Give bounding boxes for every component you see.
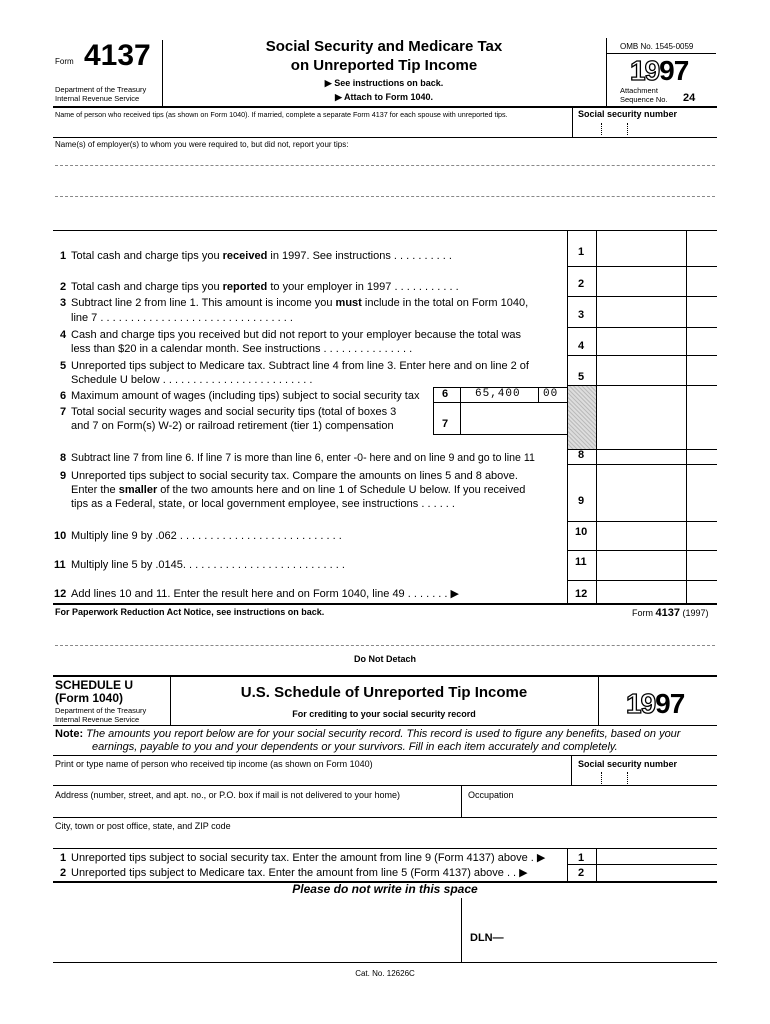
- detach-line: [55, 645, 715, 646]
- instructions-note: ▶ See instructions on back.: [324, 78, 444, 88]
- ssn-label: Social security number: [578, 109, 678, 119]
- line-11-ref: 11: [575, 556, 587, 568]
- schedule-u-name-field[interactable]: [55, 770, 569, 785]
- line-3-number: 3: [60, 297, 67, 309]
- line-6-number: 6: [60, 390, 67, 402]
- line-9-text-cont: Enter the smaller of the two amounts here and on line 1 of Schedule U below. If you received: [71, 484, 526, 496]
- line-11-text: Multiply line 5 by .0145. . . . . . . . . . . . . . . . . . . . . . . . . . .: [71, 559, 345, 571]
- dln-label: DLN—: [470, 932, 504, 944]
- schedule-u-dept: Department of the Treasury: [55, 706, 147, 715]
- tax-year: 1997: [630, 55, 689, 86]
- line-2-number: 2: [60, 281, 67, 293]
- address-label: Address (number, street, and apt. no., or P.O. box if mail is not delivered to your home): [55, 790, 401, 800]
- line-4-number: 4: [60, 329, 67, 341]
- line-2-amount[interactable]: [597, 267, 716, 295]
- line-8-text: Subtract line 7 from line 6. If line 7 is more than line 6, enter -0- here and on line 9 and go to line 11: [71, 452, 535, 464]
- schedule-u-irs: Internal Revenue Service: [55, 715, 140, 724]
- occupation-label: Occupation: [468, 790, 514, 800]
- line-10-ref: 10: [575, 526, 588, 538]
- line-4-ref: 4: [578, 340, 585, 352]
- line-5-number: 5: [60, 360, 67, 372]
- u-line-1-text: Unreported tips subject to social security tax. Enter the amount from line 9 (Form 4137) above . ▶: [71, 852, 546, 864]
- line-12-number: 12: [54, 588, 67, 600]
- do-not-write-notice: Please do not write in this space: [292, 882, 478, 896]
- employers-label: Name(s) of employer(s) to whom you were required to, but did not, report your tips:: [55, 140, 349, 149]
- line-5-text: Unreported tips subject to Medicare tax. Subtract line 4 from line 3. Enter here and on line 2 of: [71, 360, 529, 372]
- line-12-amount[interactable]: [597, 581, 716, 602]
- sequence-number: 24: [683, 92, 696, 104]
- schedule-u-ssn-label: Social security number: [578, 759, 678, 769]
- line-9-ref: 9: [578, 495, 585, 507]
- u-line-2-amount[interactable]: [597, 865, 716, 880]
- line-7-ref: 7: [442, 418, 449, 430]
- schedule-u-title: SCHEDULE U: [55, 678, 134, 692]
- line-1-amount[interactable]: [597, 232, 716, 265]
- line-8-ref: 8: [578, 449, 585, 461]
- line-1-text: Total cash and charge tips you received in 1997. See instructions . . . . . . . . . .: [71, 250, 452, 262]
- city-field[interactable]: [55, 832, 715, 847]
- u-line-1-number: 1: [60, 852, 67, 864]
- form-title-line1: Social Security and Medicare Tax: [265, 38, 503, 55]
- line-5-ref: 5: [578, 371, 585, 383]
- schedule-u-subheading: For crediting to your social security record: [292, 709, 476, 719]
- paperwork-notice: For Paperwork Reduction Act Notice, see instructions on back.: [55, 607, 325, 617]
- line-7-text: Total social security wages and social security tips (total of boxes 3: [71, 406, 397, 418]
- line-6-ref: 6: [442, 388, 449, 400]
- department-label: Department of the Treasury: [55, 85, 147, 94]
- line-7-text-cont: and 7 on Form(s) W-2) or railroad retirement (tier 1) compensation: [71, 420, 394, 432]
- name-label: Name of person who received tips (as shown on Form 1040). If married, complete a separate Form 4137 for each spouse with unreported tips.: [55, 110, 508, 119]
- line-9-amount[interactable]: [597, 465, 716, 520]
- schedule-u-note-cont: earnings, payable to you and your dependents or your survivors. Fill in each item accurately and completely.: [92, 741, 618, 753]
- line-12-text: Add lines 10 and 11. Enter the result here and on Form 1040, line 49 . . . . . . . ▶: [71, 588, 459, 600]
- u-line-2-text: Unreported tips subject to Medicare tax. Enter the amount from line 5 (Form 4137) above . . ▶: [71, 867, 528, 879]
- u-line-1-amount[interactable]: [597, 849, 716, 863]
- omb-number: OMB No. 1545-0059: [620, 42, 694, 51]
- employers-line-2[interactable]: [55, 196, 715, 197]
- line-5-text-cont: Schedule U below . . . . . . . . . . . . . . . . . . . . . . . . .: [71, 374, 313, 386]
- line-9-text: Unreported tips subject to social security tax. Compare the amounts on lines 5 and 8 above.: [71, 470, 518, 482]
- schedule-u-heading: U.S. Schedule of Unreported Tip Income: [240, 684, 528, 701]
- schedule-u-year: 1997: [626, 688, 685, 719]
- form-footer-id: Form 4137 (1997): [632, 607, 709, 619]
- line-8-amount[interactable]: [597, 450, 716, 463]
- line-11-amount[interactable]: [597, 551, 716, 579]
- schedule-u-note: Note: The amounts you report below are for your social security record. This record is used to figure any benefits, based on your: [55, 728, 681, 740]
- do-not-detach: Do Not Detach: [353, 654, 416, 664]
- name-field[interactable]: [55, 121, 570, 137]
- line-2-text: Total cash and charge tips you reported to your employer in 1997 . . . . . . . . . . .: [71, 281, 459, 293]
- line-3-text-cont: line 7 . . . . . . . . . . . . . . . . . . . . . . . . . . . . . . . .: [71, 312, 293, 324]
- employers-line-1[interactable]: [55, 165, 715, 166]
- line-1-number: 1: [60, 250, 67, 262]
- line-5-amount[interactable]: [597, 356, 716, 384]
- line-3-text: Subtract line 2 from line 1. This amount is income you must include in the total on Form 1040,: [71, 297, 529, 309]
- line-6-cents: 00: [543, 388, 559, 400]
- schedule-u-form: (Form 1040): [55, 691, 124, 705]
- line-2-ref: 2: [578, 278, 585, 290]
- line-11-number: 11: [54, 559, 66, 571]
- line-8-number: 8: [60, 452, 67, 464]
- line-10-text: Multiply line 9 by .062 . . . . . . . . . . . . . . . . . . . . . . . . . . .: [71, 530, 342, 542]
- line-9-number: 9: [60, 470, 67, 482]
- line-10-number: 10: [54, 530, 67, 542]
- u-line-2-ref: 2: [578, 867, 585, 879]
- line-4-amount[interactable]: [597, 328, 716, 354]
- address-field[interactable]: [55, 801, 459, 816]
- line-10-amount[interactable]: [597, 522, 716, 549]
- sequence-label: Sequence No.: [620, 95, 668, 104]
- line-4-text-cont: less than $20 in a calendar month. See instructions . . . . . . . . . . . . . . .: [71, 343, 413, 355]
- form-title-line2: on Unreported Tip Income: [290, 57, 478, 74]
- form-number: 4137: [84, 39, 151, 72]
- form-word: Form: [55, 57, 74, 66]
- attach-note: ▶ Attach to Form 1040.: [334, 92, 434, 102]
- occupation-field[interactable]: [463, 801, 716, 816]
- ssn-field[interactable]: [574, 121, 716, 137]
- line-7-number: 7: [60, 406, 67, 418]
- line-3-ref: 3: [578, 309, 585, 321]
- line-7-amount[interactable]: [461, 403, 566, 433]
- line-4-text: Cash and charge tips you received but did not report to your employer because the total was: [71, 329, 522, 341]
- schedule-u-ssn-field[interactable]: [573, 770, 716, 785]
- line-12-ref: 12: [575, 588, 588, 600]
- line-6-text: Maximum amount of wages (including tips) subject to social security tax: [71, 390, 420, 402]
- shaded-area: [568, 385, 596, 449]
- attachment-label: Attachment: [620, 86, 658, 95]
- line-6-amount: 65,400: [475, 388, 521, 400]
- line-1-ref: 1: [578, 246, 585, 258]
- catalog-number: Cat. No. 12626C: [355, 969, 415, 978]
- line-9-text-cont2: tips as a Federal, state, or local government employee, see instructions . . . . . .: [71, 498, 455, 510]
- schedule-u-name-label: Print or type name of person who received tip income (as shown on Form 1040): [55, 759, 373, 769]
- irs-label: Internal Revenue Service: [55, 94, 140, 103]
- city-label: City, town or post office, state, and ZIP code: [55, 821, 231, 831]
- u-line-2-number: 2: [60, 867, 67, 879]
- u-line-1-ref: 1: [578, 852, 585, 864]
- line-3-amount[interactable]: [597, 297, 716, 326]
